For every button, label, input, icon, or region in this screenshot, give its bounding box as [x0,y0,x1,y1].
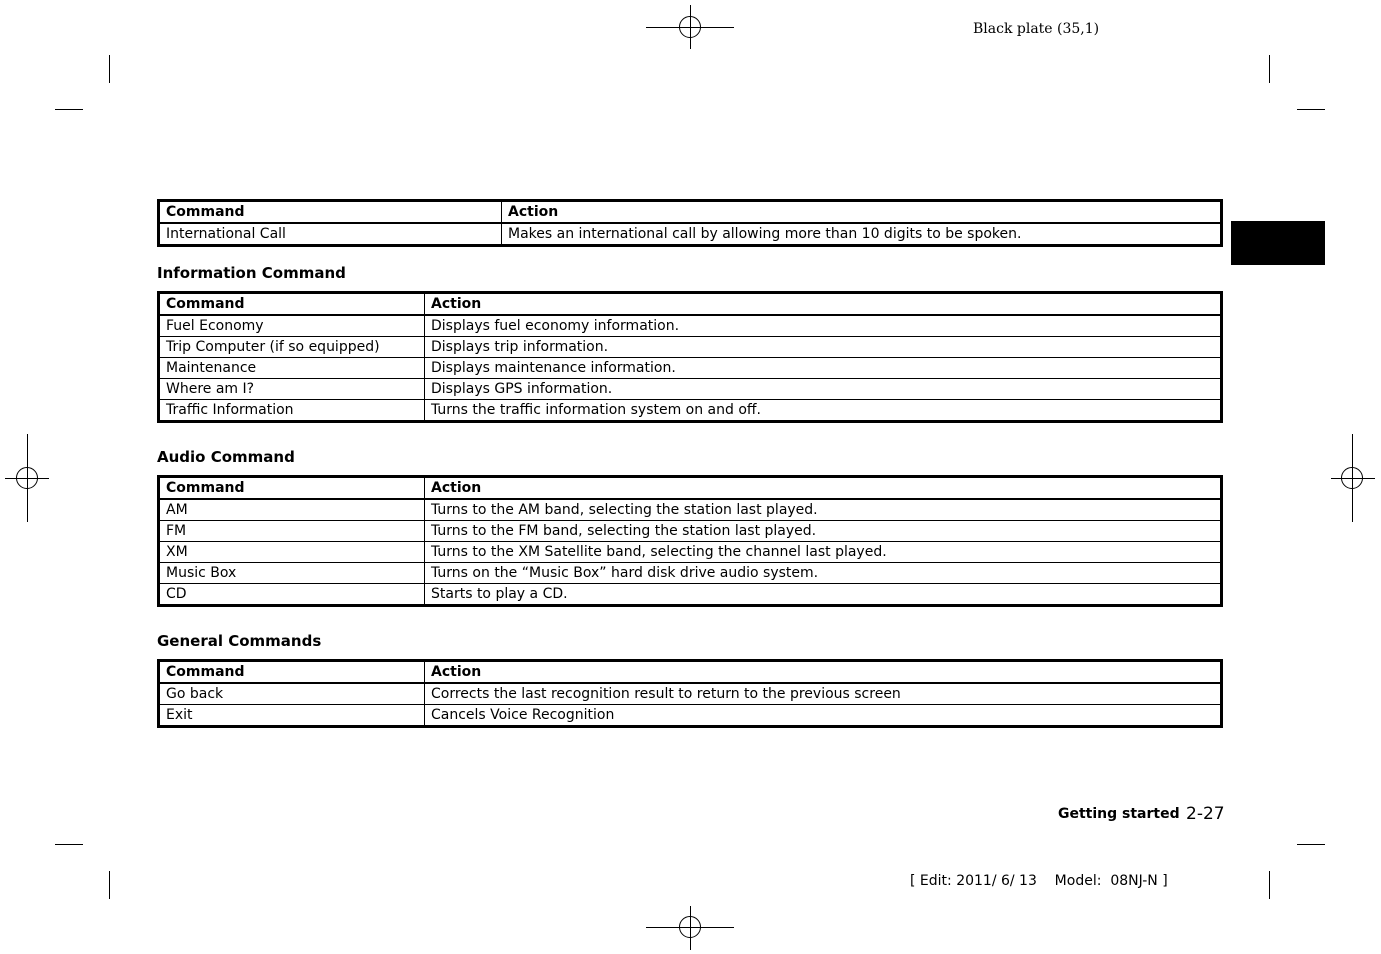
section-title-information: Information Command [157,264,346,282]
phone-command-table [157,199,1223,247]
action-cell: Starts to play a CD. [425,584,1222,606]
action-cell: Displays trip information. [425,337,1222,358]
command-cell: Maintenance [159,358,425,379]
table-row [159,379,1222,400]
command-cell: FM [159,521,425,542]
action-cell: Corrects the last recognition result to return to the previous screen [425,683,1222,705]
section-title-general: General Commands [157,632,322,650]
information-command-table [157,291,1223,423]
command-cell: Exit [159,705,425,727]
column-header-command: Command [159,293,425,316]
table-row [159,499,1222,521]
command-cell: Fuel Economy [159,315,425,337]
table-header-row [159,293,1222,316]
audio-command-table [157,475,1223,607]
table-header-row [159,477,1222,500]
chapter-tab [1231,221,1325,265]
table-row [159,521,1222,542]
action-cell: Displays fuel economy information. [425,315,1222,337]
table-row [159,705,1222,727]
column-header-command: Command [159,201,502,224]
command-cell: CD [159,584,425,606]
table-header-row [159,661,1222,684]
plate-label: Black plate (35,1) [973,21,1100,37]
column-header-action: Action [502,201,1222,224]
table-row [159,400,1222,422]
action-cell: Turns on the “Music Box” hard disk drive audio system. [425,563,1222,584]
command-cell: Where am I? [159,379,425,400]
action-cell: Turns the traffic information system on and off. [425,400,1222,422]
action-cell: Cancels Voice Recognition [425,705,1222,727]
section-title-audio: Audio Command [157,448,295,466]
command-cell: Trip Computer (if so equipped) [159,337,425,358]
column-header-action: Action [425,293,1222,316]
command-cell: International Call [159,223,502,246]
action-cell: Turns to the FM band, selecting the station last played. [425,521,1222,542]
action-cell: Displays GPS information. [425,379,1222,400]
action-cell: Makes an international call by allowing more than 10 digits to be spoken. [502,223,1222,246]
command-cell: Music Box [159,563,425,584]
action-cell: Turns to the XM Satellite band, selecting the channel last played. [425,542,1222,563]
action-cell: Turns to the AM band, selecting the station last played. [425,499,1222,521]
general-command-table [157,659,1223,728]
command-cell: XM [159,542,425,563]
column-header-command: Command [159,661,425,684]
column-header-action: Action [425,661,1222,684]
table-header-row [159,201,1222,224]
table-row [159,683,1222,705]
command-cell: AM [159,499,425,521]
footer-section-title: Getting started [1058,806,1180,822]
table-row [159,563,1222,584]
command-cell: Go back [159,683,425,705]
table-row [159,315,1222,337]
action-cell: Displays maintenance information. [425,358,1222,379]
page-number: 2-27 [1186,804,1225,824]
table-row [159,358,1222,379]
table-row [159,584,1222,606]
column-header-command: Command [159,477,425,500]
table-row [159,223,1222,246]
edit-info: [ Edit: 2011/ 6/ 13 Model: 08NJ-N ] [910,873,1168,889]
command-cell: Traffic Information [159,400,425,422]
column-header-action: Action [425,477,1222,500]
table-row [159,542,1222,563]
table-row [159,337,1222,358]
